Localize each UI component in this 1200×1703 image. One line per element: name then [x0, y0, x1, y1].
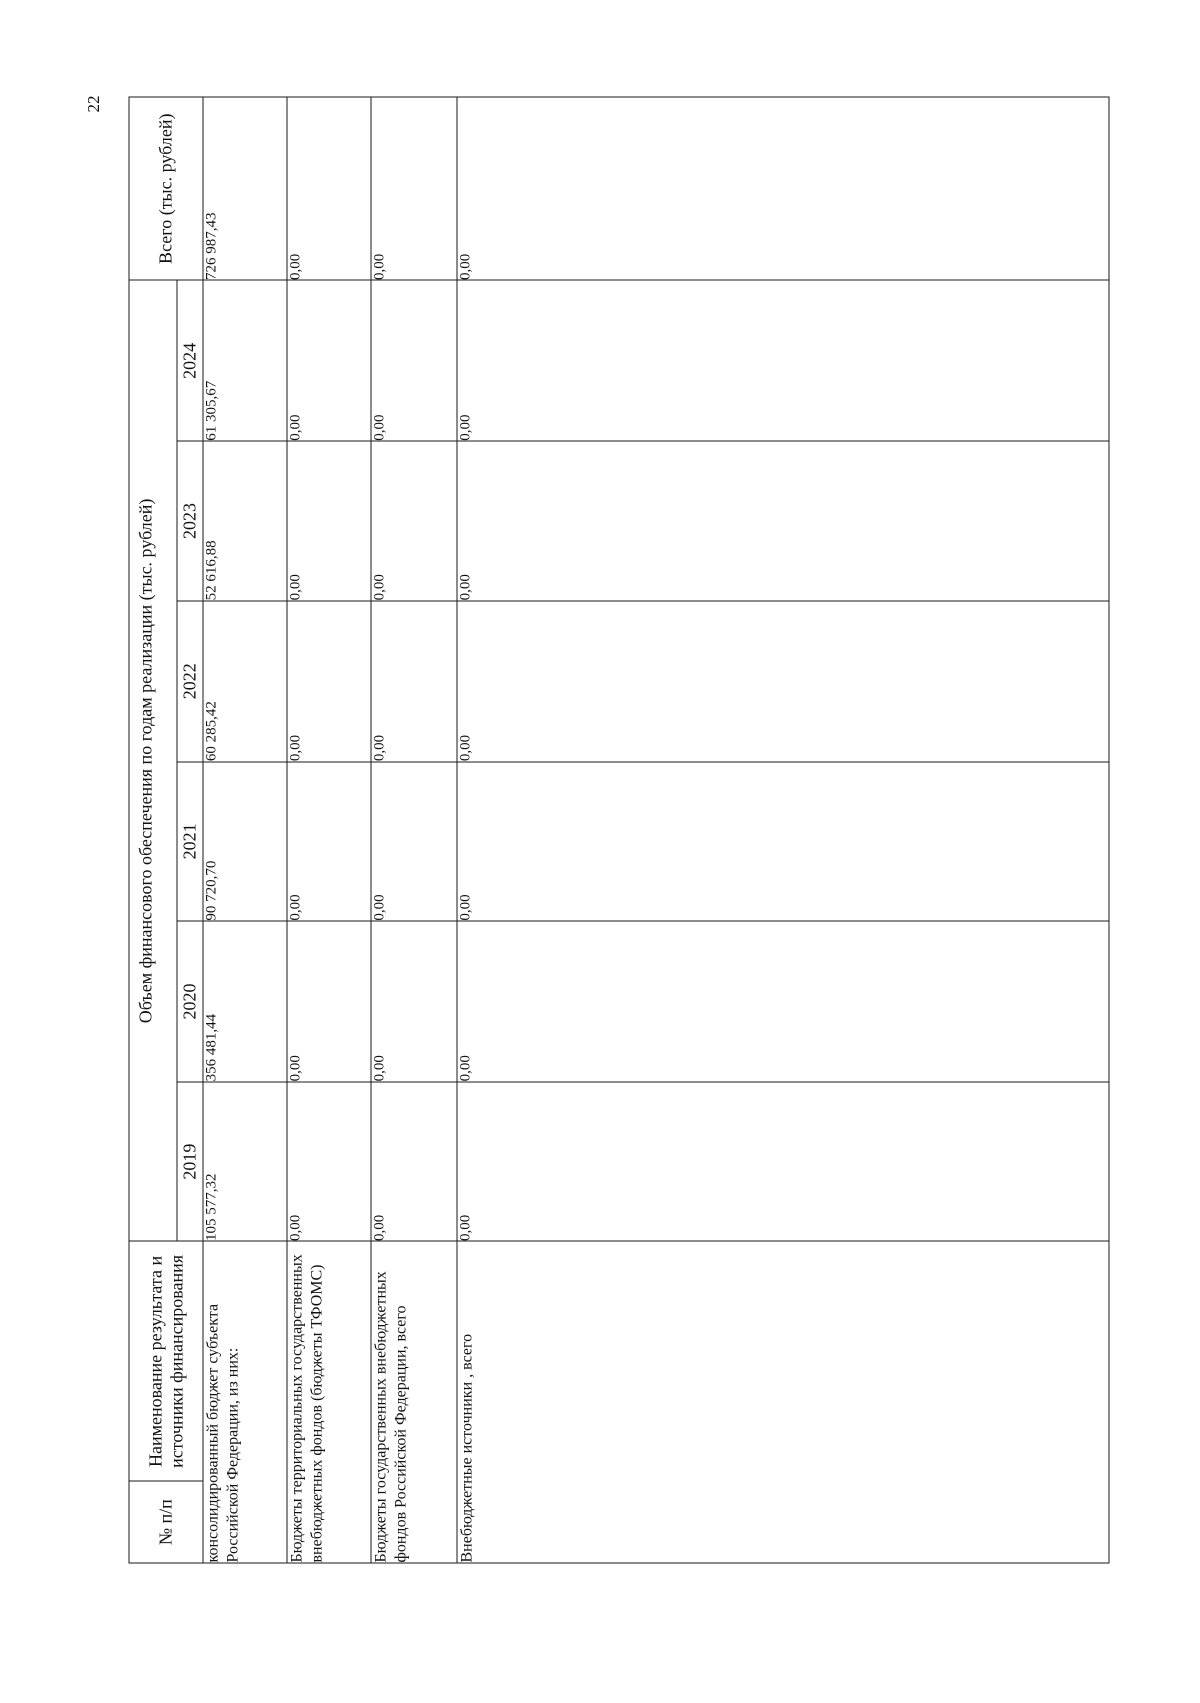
- value-cell: 0,00: [457, 761, 1109, 921]
- header-row: [129, 97, 177, 1563]
- value-cell: 0,00: [371, 441, 457, 601]
- value-cell: 90 720,70: [203, 761, 287, 921]
- value-cell: 0,00: [287, 441, 371, 601]
- header-num: № п/п: [129, 1481, 203, 1563]
- value-cell: 0,00: [457, 1081, 1109, 1241]
- value-cell: 0,00: [457, 441, 1109, 601]
- header-total: Всего (тыс. рублей): [129, 97, 203, 280]
- header-name: Наименование результата и источники финансирования: [129, 1241, 203, 1481]
- total-cell: 0,00: [457, 97, 1109, 280]
- value-cell: 0,00: [371, 921, 457, 1082]
- value-cell: 105 577,32: [203, 1081, 287, 1241]
- table-row: [457, 97, 1109, 1563]
- financing-table: [128, 96, 1109, 1563]
- value-cell: 0,00: [457, 600, 1109, 761]
- value-cell: 0,00: [457, 280, 1109, 441]
- value-cell: 0,00: [371, 761, 457, 921]
- value-cell: 0,00: [287, 600, 371, 761]
- value-cell: 0,00: [287, 280, 371, 441]
- row-name: Внебюджетные источники , всего: [457, 1241, 1109, 1563]
- value-cell: 60 285,42: [203, 600, 287, 761]
- table-row: [287, 97, 371, 1563]
- year-header: 2022: [177, 600, 203, 761]
- year-header: 2020: [177, 921, 203, 1082]
- year-header: 2019: [177, 1081, 203, 1241]
- value-cell: 0,00: [287, 1081, 371, 1241]
- value-cell: 0,00: [457, 921, 1109, 1082]
- value-cell: 0,00: [371, 600, 457, 761]
- year-header: 2021: [177, 761, 203, 921]
- value-cell: 61 305,67: [203, 280, 287, 441]
- year-header: 2024: [177, 280, 203, 441]
- total-cell: 0,00: [371, 97, 457, 280]
- value-cell: 0,00: [371, 280, 457, 441]
- table-row: [203, 97, 287, 1563]
- value-cell: 356 481,44: [203, 921, 287, 1082]
- total-cell: 0,00: [287, 97, 371, 280]
- row-name: Бюджеты государственных внебюджетных фондов Российской Федерации, всего: [371, 1241, 457, 1563]
- total-cell: 726 987,43: [203, 97, 287, 280]
- value-cell: 0,00: [287, 921, 371, 1082]
- row-name: Бюджеты территориальных государственных внебюджетных фондов (бюджеты ТФОМС): [287, 1241, 371, 1563]
- year-header: 2023: [177, 441, 203, 601]
- rotated-table-container: [128, 96, 1108, 1563]
- value-cell: 52 616,88: [203, 441, 287, 601]
- row-name: консолидированный бюджет субъекта Российской Федерации, из них:: [203, 1241, 287, 1563]
- page-number: 22: [84, 95, 103, 113]
- value-cell: 0,00: [371, 1081, 457, 1241]
- table-row: [371, 97, 457, 1563]
- value-cell: 0,00: [287, 761, 371, 921]
- header-volume: Объем финансового обеспечения по годам реализации (тыс. рублей): [129, 280, 177, 1241]
